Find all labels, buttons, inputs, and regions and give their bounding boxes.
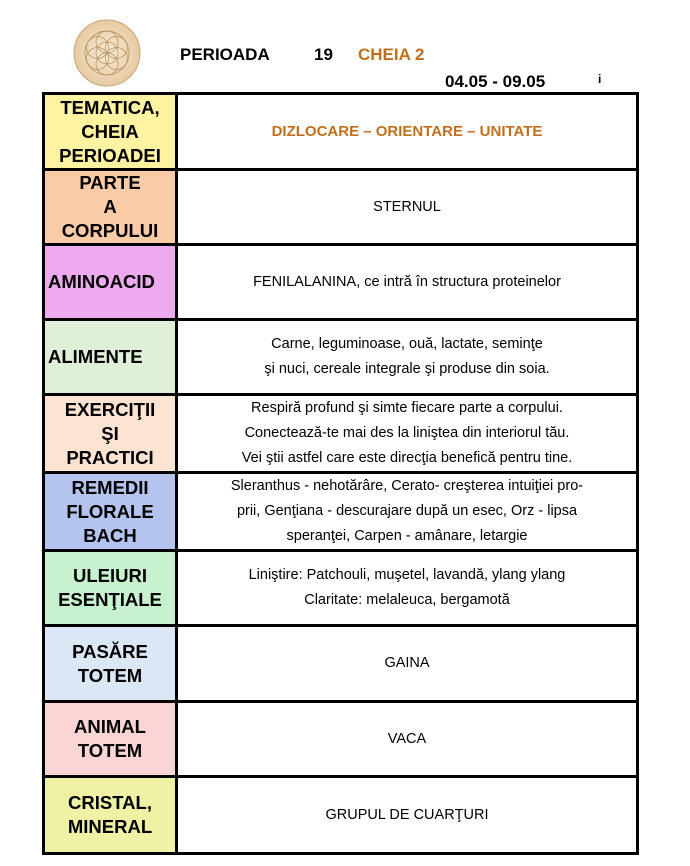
row-value-pasare: GAINA — [177, 626, 638, 702]
row-label-tematica: TEMATICA, CHEIA PERIOADEI — [44, 94, 177, 170]
key-label: CHEIA 2 — [358, 45, 425, 64]
period-label: PERIOADA — [180, 45, 270, 64]
row-value-alimente: Carne, leguminoase, ouă, lactate, seminţe şi nuci, cereale integrale şi produse din soia. — [177, 320, 638, 395]
row-value-aminoacid: FENILALANINA, ce intră în structura proteinelor — [177, 245, 638, 320]
row-value-tematica: DIZLOCARE – ORIENTARE – UNITATE — [177, 94, 638, 170]
row-label-alimente: ALIMENTE — [44, 320, 177, 395]
info-table — [42, 92, 639, 855]
flower-of-life-logo — [68, 18, 146, 88]
row-label-exercitii: EXERCIŢII ŞI PRACTICI — [44, 395, 177, 473]
row-label-uleiuri: ULEIURI ESENŢIALE — [44, 551, 177, 626]
table-row — [44, 777, 638, 854]
row-label-aminoacid: AMINOACID — [44, 245, 177, 320]
table-row — [44, 245, 638, 320]
row-label-cristal: CRISTAL, MINERAL — [44, 777, 177, 854]
row-label-remedii: REMEDII FLORALE BACH — [44, 473, 177, 551]
row-value-remedii: Sleranthus - nehotărâre, Cerato- creşterea intuiţiei pro- prii, Genţiana - descurajare după un esec, Orz - lipsa speranţei, Carpen - amânare, letargie — [177, 473, 638, 551]
row-value-parte-corp: STERNUL — [177, 170, 638, 245]
row-value-uleiuri: Liniştire: Patchouli, muşetel, lavandă, ylang ylang Claritate: melaleuca, bergamotă — [177, 551, 638, 626]
period-dates: 04.05 - 09.05 — [445, 72, 546, 91]
row-label-parte-corp: PARTE A CORPULUI — [44, 170, 177, 245]
row-value-exercitii: Respiră profund şi simte fiecare parte a corpului. Conectează-te mai des la liniştea din interiorul tău. Vei ştii astfel care este direcţia benefică pentru tine. — [177, 395, 638, 473]
table-row — [44, 702, 638, 777]
table-row — [44, 551, 638, 626]
row-label-pasare: PASĂRE TOTEM — [44, 626, 177, 702]
table-row — [44, 473, 638, 551]
table-row — [44, 170, 638, 245]
table-row — [44, 626, 638, 702]
table-row — [44, 320, 638, 395]
stray-mark: i — [598, 72, 602, 86]
row-label-animal: ANIMAL TOTEM — [44, 702, 177, 777]
row-value-animal: VACA — [177, 702, 638, 777]
table-row — [44, 94, 638, 170]
row-value-cristal: GRUPUL DE CUARŢURI — [177, 777, 638, 854]
table-row — [44, 395, 638, 473]
period-number: 19 — [314, 45, 333, 64]
